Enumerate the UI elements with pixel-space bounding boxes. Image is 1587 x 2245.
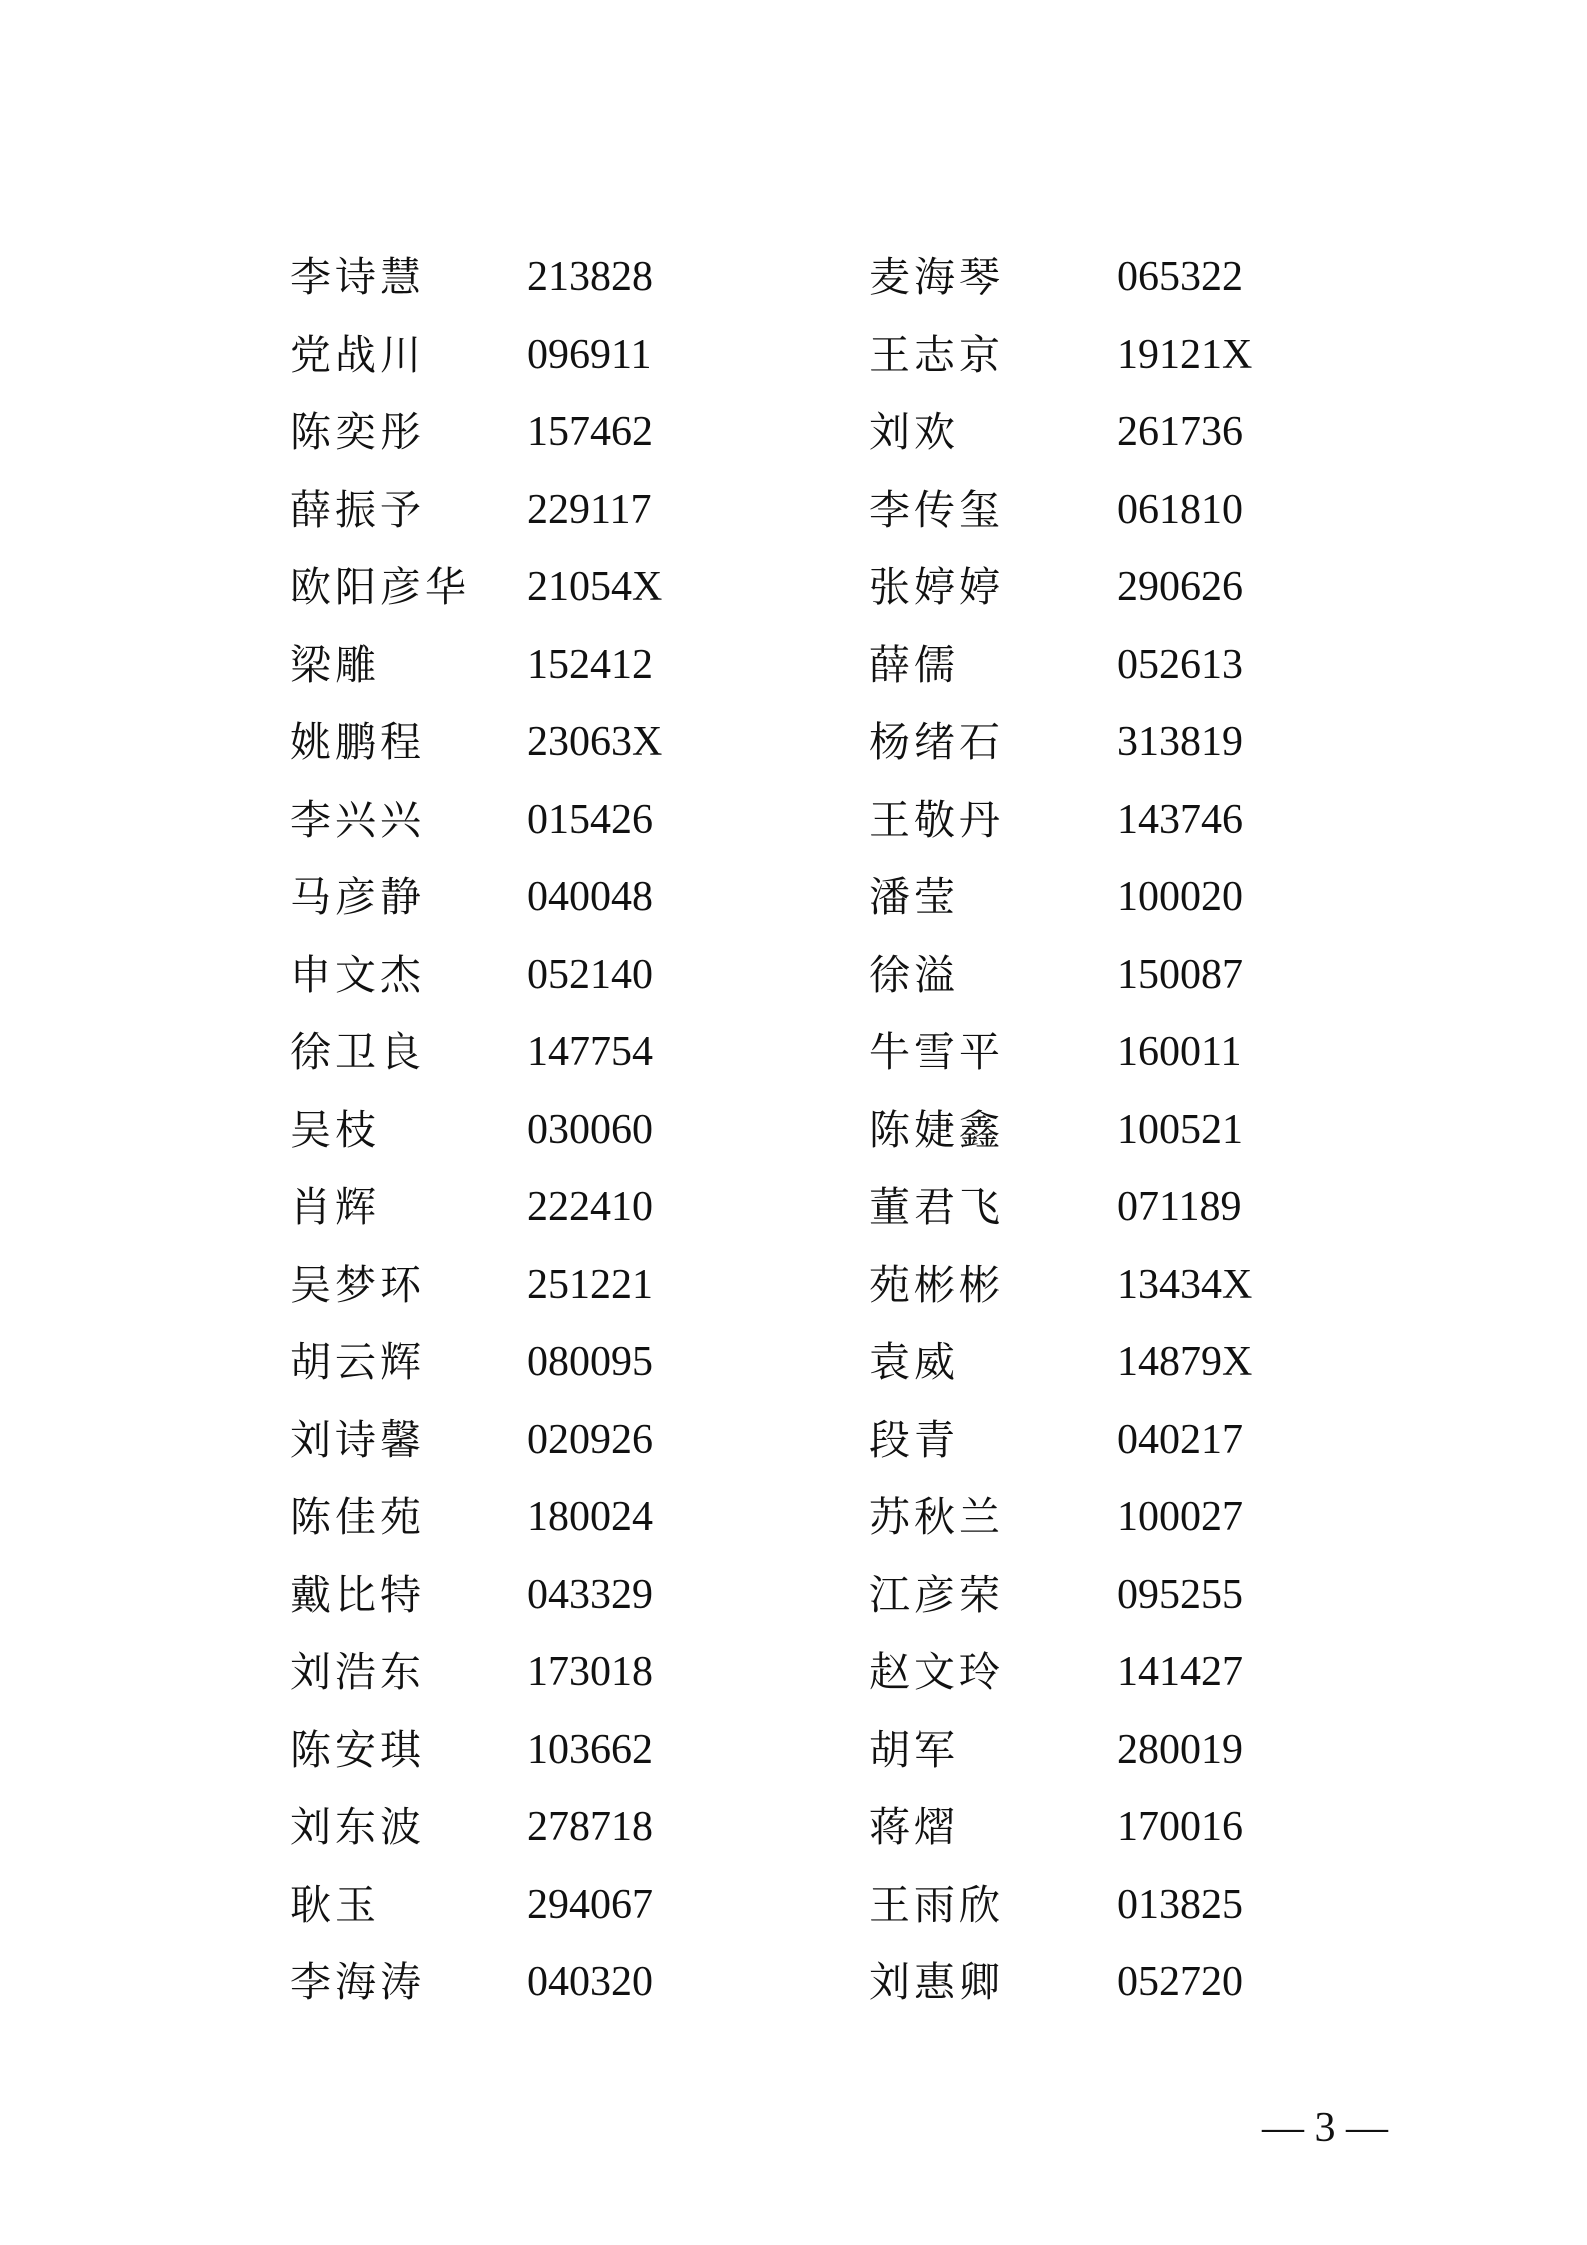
right-name: 麦海琴 — [869, 253, 1004, 301]
right-id: 13434X — [1117, 1261, 1253, 1308]
right-id: 100020 — [1117, 874, 1243, 920]
left-name: 申文杰 — [290, 950, 425, 999]
left-name: 陈安琪 — [290, 1725, 425, 1774]
list-row — [290, 1562, 1290, 1640]
list-row — [290, 1794, 1290, 1872]
list-row — [290, 1252, 1290, 1330]
right-id: 14879X — [1117, 1339, 1253, 1385]
right-name: 蒋熠 — [869, 1803, 959, 1851]
right-id: 061810 — [1117, 486, 1243, 533]
left-name: 刘浩东 — [290, 1648, 425, 1696]
right-name: 陈婕鑫 — [869, 1105, 1004, 1154]
right-id: 143746 — [1117, 796, 1243, 843]
list-row — [290, 1097, 1290, 1175]
left-id: 180024 — [527, 1494, 653, 1540]
right-name: 董君飞 — [869, 1183, 1004, 1231]
right-name: 袁威 — [869, 1338, 959, 1386]
left-name: 刘诗馨 — [290, 1415, 425, 1464]
left-name: 李海涛 — [290, 1958, 425, 2006]
right-id: 280019 — [1117, 1726, 1243, 1773]
right-id: 141427 — [1117, 1649, 1243, 1695]
left-name: 戴比特 — [290, 1570, 425, 1619]
list-row — [290, 632, 1290, 710]
name-list — [290, 244, 1290, 2027]
list-row — [290, 399, 1290, 477]
left-name: 耿玉 — [290, 1880, 380, 1929]
left-id: 213828 — [527, 254, 653, 300]
left-id: 040320 — [527, 1959, 653, 2005]
left-id: 030060 — [527, 1106, 653, 1153]
right-name: 苑彬彬 — [869, 1260, 1004, 1309]
right-name: 李传玺 — [869, 485, 1004, 534]
left-id: 043329 — [527, 1571, 653, 1618]
right-id: 013825 — [1117, 1881, 1243, 1928]
list-row — [290, 322, 1290, 400]
list-row — [290, 709, 1290, 787]
right-id: 071189 — [1117, 1184, 1242, 1230]
right-id: 261736 — [1117, 409, 1243, 455]
list-row — [290, 1329, 1290, 1407]
list-row — [290, 1174, 1290, 1252]
right-id: 313819 — [1117, 719, 1243, 765]
right-name: 杨绪石 — [869, 718, 1004, 766]
right-id: 100521 — [1117, 1106, 1243, 1153]
right-name: 王志京 — [869, 330, 1004, 379]
left-name: 吴枝 — [290, 1105, 380, 1154]
list-row — [290, 1484, 1290, 1562]
left-id: 103662 — [527, 1726, 653, 1773]
list-row — [290, 1717, 1290, 1795]
left-name: 肖辉 — [290, 1183, 380, 1231]
right-name: 王雨欣 — [869, 1880, 1004, 1929]
left-id: 222410 — [527, 1184, 653, 1230]
left-id: 157462 — [527, 409, 653, 455]
list-row — [290, 787, 1290, 865]
list-row — [290, 942, 1290, 1020]
left-id: 23063X — [527, 719, 663, 765]
left-id: 147754 — [527, 1029, 653, 1075]
left-id: 080095 — [527, 1339, 653, 1385]
left-name: 党战川 — [290, 330, 425, 379]
left-name: 马彦静 — [290, 873, 425, 921]
left-id: 152412 — [527, 641, 653, 688]
right-name: 苏秋兰 — [869, 1493, 1004, 1541]
right-name: 徐溢 — [869, 950, 959, 999]
list-row — [290, 1407, 1290, 1485]
left-id: 020926 — [527, 1416, 653, 1463]
left-id: 294067 — [527, 1881, 653, 1928]
left-id: 229117 — [527, 486, 652, 533]
list-row — [290, 244, 1290, 322]
right-name: 段青 — [869, 1415, 959, 1464]
left-name: 薛振予 — [290, 485, 425, 534]
right-id: 160011 — [1117, 1029, 1242, 1075]
right-id: 040217 — [1117, 1416, 1243, 1463]
list-row — [290, 477, 1290, 555]
right-name: 潘莹 — [869, 873, 959, 921]
right-id: 100027 — [1117, 1494, 1243, 1540]
right-id: 095255 — [1117, 1571, 1243, 1618]
list-row — [290, 1872, 1290, 1950]
right-name: 王敬丹 — [869, 795, 1004, 844]
left-id: 278718 — [527, 1804, 653, 1850]
right-name: 牛雪平 — [869, 1028, 1004, 1076]
right-name: 胡军 — [869, 1725, 959, 1774]
left-id: 096911 — [527, 331, 652, 378]
left-name: 欧阳彦华 — [290, 563, 470, 611]
right-name: 赵文玲 — [869, 1648, 1004, 1696]
left-name: 吴梦环 — [290, 1260, 425, 1309]
left-id: 173018 — [527, 1649, 653, 1695]
right-id: 150087 — [1117, 951, 1243, 998]
list-row — [290, 554, 1290, 632]
right-name: 张婷婷 — [869, 563, 1004, 611]
left-name: 刘东波 — [290, 1803, 425, 1851]
left-name: 陈奕彤 — [290, 408, 425, 456]
list-row — [290, 1019, 1290, 1097]
left-id: 251221 — [527, 1261, 653, 1308]
left-id: 21054X — [527, 564, 663, 610]
right-id: 052720 — [1117, 1959, 1243, 2005]
left-id: 052140 — [527, 951, 653, 998]
right-name: 刘惠卿 — [869, 1958, 1004, 2006]
right-name: 刘欢 — [869, 408, 959, 456]
list-row — [290, 1639, 1290, 1717]
left-name: 陈佳苑 — [290, 1493, 425, 1541]
right-id: 170016 — [1117, 1804, 1243, 1850]
left-name: 徐卫良 — [290, 1028, 425, 1076]
left-name: 姚鹏程 — [290, 718, 425, 766]
page-number: — 3 — — [1262, 2105, 1388, 2151]
right-name: 薛儒 — [869, 640, 959, 689]
left-id: 040048 — [527, 874, 653, 920]
left-name: 梁雕 — [290, 640, 380, 689]
list-row — [290, 864, 1290, 942]
right-id: 065322 — [1117, 254, 1243, 300]
left-name: 李诗慧 — [290, 253, 425, 301]
list-row — [290, 1949, 1290, 2027]
right-id: 290626 — [1117, 564, 1243, 610]
right-id: 19121X — [1117, 331, 1253, 378]
right-id: 052613 — [1117, 641, 1243, 688]
left-name: 胡云辉 — [290, 1338, 425, 1386]
left-name: 李兴兴 — [290, 795, 425, 844]
left-id: 015426 — [527, 796, 653, 843]
right-name: 江彦荣 — [869, 1570, 1004, 1619]
